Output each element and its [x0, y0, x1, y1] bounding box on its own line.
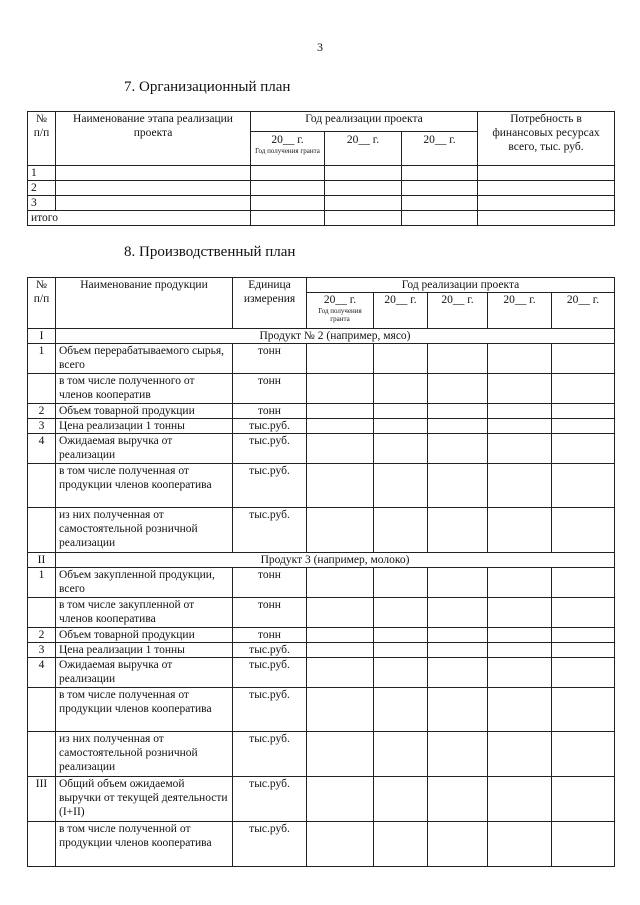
grant-year-note: Год получения гранта: [318, 307, 362, 323]
row-unit: тыс.руб.: [233, 732, 307, 777]
row-num: 4: [28, 658, 56, 688]
row-num: 3: [28, 419, 56, 434]
row-name: в том числе полученная от продукции членов кооператива: [56, 688, 233, 732]
row-unit: тыс.руб.: [233, 434, 307, 464]
row-name: в том числе полученной от продукции членов кооператива: [56, 822, 233, 867]
header-year-2: 20__ г.: [374, 293, 428, 329]
block-num: I: [28, 329, 56, 344]
row-unit: тонн: [233, 344, 307, 374]
row-name: Общий объем ожидаемой выручки от текущей деятельности (I+II): [56, 777, 233, 822]
row-name: Объем перерабатываемого сырья, всего: [56, 344, 233, 374]
header-stage: Наименование этапа реализации проекта: [56, 112, 251, 166]
row-name: Ожидаемая выручка от реализации: [56, 434, 233, 464]
row-num: 2: [28, 628, 56, 643]
row-num: 2: [28, 181, 56, 196]
header-years-group: Год реализации проекта: [307, 278, 615, 293]
row-unit: тыс.руб.: [233, 508, 307, 553]
year-label: 20__ г.: [323, 294, 357, 306]
year-label: 20__ г.: [271, 134, 304, 146]
header-product: Наименование продукции: [56, 278, 233, 329]
row-unit: тонн: [233, 404, 307, 419]
row-num: [28, 508, 56, 553]
row-unit: тыс.руб.: [233, 658, 307, 688]
row-unit: тыс.руб.: [233, 822, 307, 867]
row-num: III: [28, 777, 56, 822]
row-unit: тыс.руб.: [233, 464, 307, 508]
header-year-2: 20__ г.: [325, 132, 402, 166]
row-name: из них полученная от самостоятельной розничной реализации: [56, 732, 233, 777]
row-unit: тонн: [233, 628, 307, 643]
header-year-3: 20__ г.: [428, 293, 488, 329]
row-name: Объем товарной продукции: [56, 404, 233, 419]
row-unit: тыс.руб.: [233, 643, 307, 658]
header-need: Потребность в финансовых ресурсах всего, тыс. руб.: [478, 112, 615, 166]
row-num: 1: [28, 166, 56, 181]
row-name: Цена реализации 1 тонны: [56, 643, 233, 658]
row-name: Цена реализации 1 тонны: [56, 419, 233, 434]
header-year-5: 20__ г.: [552, 293, 615, 329]
row-num: [28, 688, 56, 732]
section8-title: 8. Производственный план: [124, 244, 296, 260]
row-num: 4: [28, 434, 56, 464]
header-years-group: Год реализации проекта: [251, 112, 478, 132]
row-num: [28, 374, 56, 404]
header-num: № п/п: [28, 112, 56, 166]
row-num: 2: [28, 404, 56, 419]
row-num: 3: [28, 196, 56, 211]
header-unit: Единица измерения: [233, 278, 307, 329]
header-year-3: 20__ г.: [402, 132, 478, 166]
row-num: [28, 732, 56, 777]
row-name: в том числе полученная от продукции членов кооператива: [56, 464, 233, 508]
row-unit: тонн: [233, 374, 307, 404]
row-name: в том числе полученного от членов кооператив: [56, 374, 233, 404]
row-num: [28, 464, 56, 508]
row-num: [28, 822, 56, 867]
row-name: из них полученная от самостоятельной розничной реализации: [56, 508, 233, 553]
row-num: 3: [28, 643, 56, 658]
row-unit: тыс.руб.: [233, 419, 307, 434]
row-unit: тонн: [233, 568, 307, 598]
row-unit: тыс.руб.: [233, 777, 307, 822]
organizational-plan-table: [27, 111, 615, 226]
row-name: Объем товарной продукции: [56, 628, 233, 643]
page-number: 3: [317, 40, 323, 54]
header-num: № п/п: [28, 278, 56, 329]
row-num: [28, 598, 56, 628]
row-name: Объем закупленной продукции, всего: [56, 568, 233, 598]
row-name: Ожидаемая выручка от реализации: [56, 658, 233, 688]
total-label: итого: [28, 211, 251, 226]
block-title: Продукт 3 (например, молоко): [56, 553, 615, 568]
header-year-1: [251, 132, 325, 166]
row-num: 1: [28, 568, 56, 598]
block-num: II: [28, 553, 56, 568]
row-num: 1: [28, 344, 56, 374]
production-plan-table: [27, 277, 615, 867]
block-title: Продукт № 2 (например, мясо): [56, 329, 615, 344]
grant-year-note: Год получения гранта: [255, 147, 320, 155]
header-year-4: 20__ г.: [488, 293, 552, 329]
section7-title: 7. Организационный план: [124, 79, 291, 95]
row-name: в том числе закупленной от членов кооператива: [56, 598, 233, 628]
header-year-1: [307, 293, 374, 329]
row-unit: тонн: [233, 598, 307, 628]
row-unit: тыс.руб.: [233, 688, 307, 732]
